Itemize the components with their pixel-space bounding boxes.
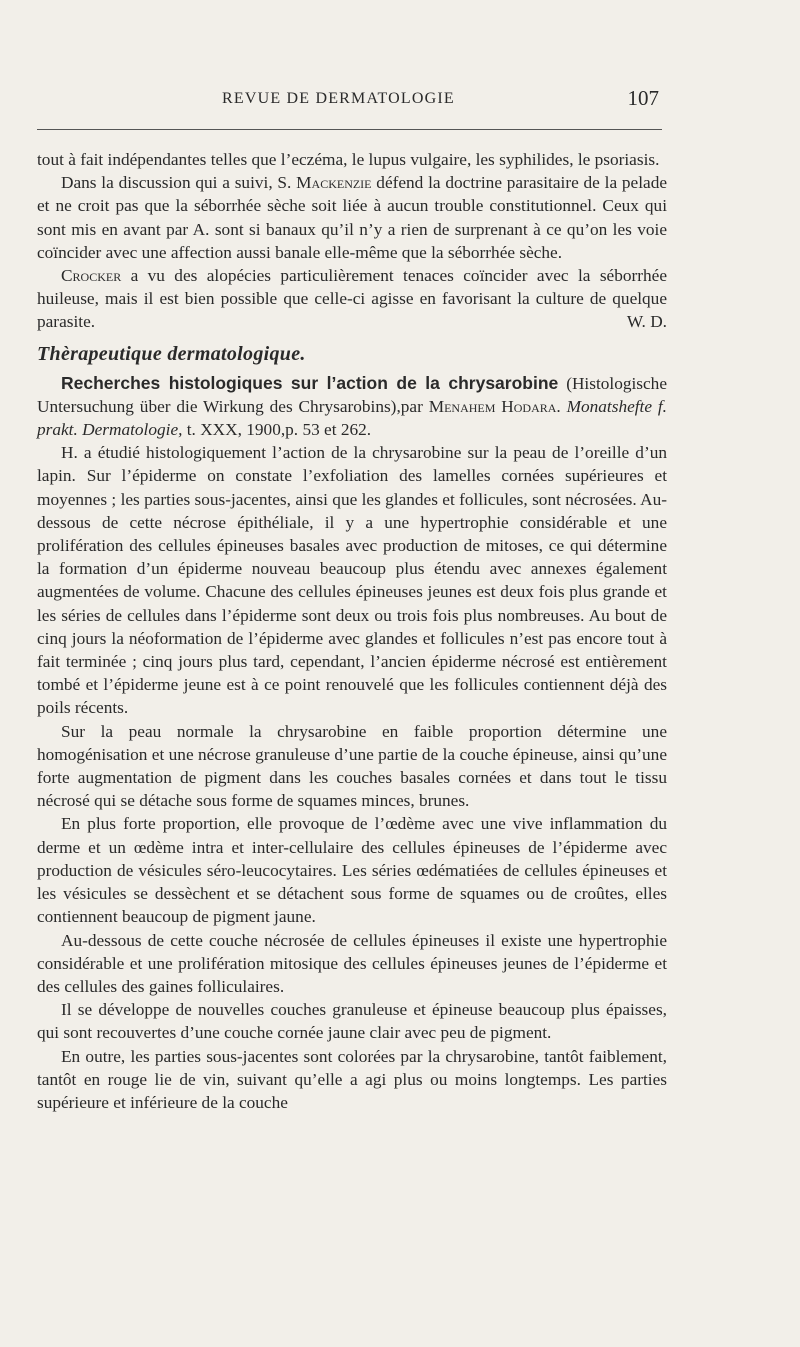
body-paragraph: En outre, les parties sous-jacentes sont colorées par la chrysarobine, tantôt faiblement, tantôt en rouge lie de vin, suivant qu’elle a agi plus ou moins longtemps. Les parties supérieure et inférieure de la couche xyxy=(37,1046,667,1112)
reference-separator: . xyxy=(556,396,567,416)
body-paragraph: Il se développe de nouvelles couches granuleuse et épineuse beaucoup plus épaisses, qui sont recouvertes d’une couche cornée jaune clair avec peu de pigment. xyxy=(37,1000,667,1043)
body-paragraph: H. a étudié histologiquement l’action de la chrysarobine sur la peau de l’oreille d’un lapin. Sur l’épiderme on constate l’exfoliation des lamelles cornées supérieures et moyennes ; les parties sous-jacentes, ainsi que les glandes et follicules, sont nécrosées. Au-dessous de cette nécrose épithéliale, il y a une hypertrophie considérable et une prolifération des cellules épineuses basales avec production de mitoses, ce qui détermine la formation d’un épiderme nouveau beaucoup plus étendu avec annexes également augmentées de volume. Chacune des cellules épineuses jeunes est deux fois plus grande et les séries de cellules dans l’épiderme sont deux ou trois fois plus nombreuses. Au bout de cinq jours la néoformation de l’épiderme avec glandes et follicules n’est pas encore tout à fait terminée ; cinq jours plus tard, cependant, l’ancien épiderme nécrosé est entièrement tombé et l’épiderme jeune est à ce point renouvelé que les follicules contiennent déjà des poils récents. xyxy=(37,443,667,718)
section-title: Thèrapeutique dermatologique. xyxy=(37,342,306,365)
page-body xyxy=(37,148,667,1114)
running-title: REVUE DE DERMATOLOGIE xyxy=(222,90,455,107)
body-paragraph: Sur la peau normale la chrysarobine en faible proportion détermine une homogénisation et une nécrose granuleuse d’une partie de la couche épineuse, ainsi qu’une forte augmentation de pigment dans les couches basales cornées et dans tout le tissu nécrosé qui se détache sous forme de squames minces, brunes. xyxy=(37,721,667,811)
author-name: Crocker xyxy=(61,266,122,286)
paragraph-text: a vu des alopécies particulièrement tenaces coïncider avec la séborrhée huileuse, mais il est bien possible que celle-ci agisse en favorisant la culture de quelque parasite. xyxy=(37,266,667,332)
body-paragraph: En plus forte proportion, elle provoque de l’œdème avec une vive inflammation du derme et un œdème intra et inter-cellulaire des cellules épineuses de l’épiderme avec production de vésicules séro-leucocytaires. Les séries œdématiées de cellules épineuses et les vésicules se dessèchent et se détachent sous forme de squames ou de croûtes, elles contiennent beaucoup de pigment jaune. xyxy=(37,814,667,927)
journal-name: Monatshefte f. prakt. Dermatologie, xyxy=(37,396,668,440)
paragraph-discussion xyxy=(37,171,667,264)
body-paragraph: Au-dessous de cette couche nécrosée de cellules épineuses il existe une hypertrophie considérable et une prolifération mitosique des cellules épineuses jeunes de l’épiderme et des cellules des gaines folliculaires. xyxy=(37,930,667,996)
reference-text: (Histologische Untersuchung über die Wirkung des Chrysarobins),par xyxy=(37,373,667,416)
author-name: Mackenzie xyxy=(296,173,372,193)
paragraph-crocker xyxy=(37,264,667,334)
article-author: Menahem Hodara xyxy=(428,396,557,416)
page-header xyxy=(37,88,667,118)
reference-text: t. XXX, 1900,p. 53 et 262. xyxy=(182,420,372,440)
paragraph-text: défend la doctrine parasitaire de la pelade et ne croit pas que la séborrhée sèche soit liée à aucun trouble constitutionnel. Ceux qui sont mis en avant par A. sont si banaux qu’il n’y a rien de surprenant à ce qu’on les voie coïncider avec une affection aussi banale elle-même que la séborrhée sèche. xyxy=(37,173,667,262)
article-reference xyxy=(37,372,667,442)
page-number: 107 xyxy=(627,86,659,110)
article-title: Recherches histologiques sur l’action de la chrysarobine xyxy=(61,372,559,393)
signature: W. D. xyxy=(626,312,667,332)
paragraph-continuation: tout à fait indépendantes telles que l’eczéma, le lupus vulgaire, les syphilides, le psoriasis. xyxy=(37,150,660,169)
paragraph-text: Dans la discussion qui a suivi, S. xyxy=(61,173,297,193)
header-rule xyxy=(37,129,662,130)
